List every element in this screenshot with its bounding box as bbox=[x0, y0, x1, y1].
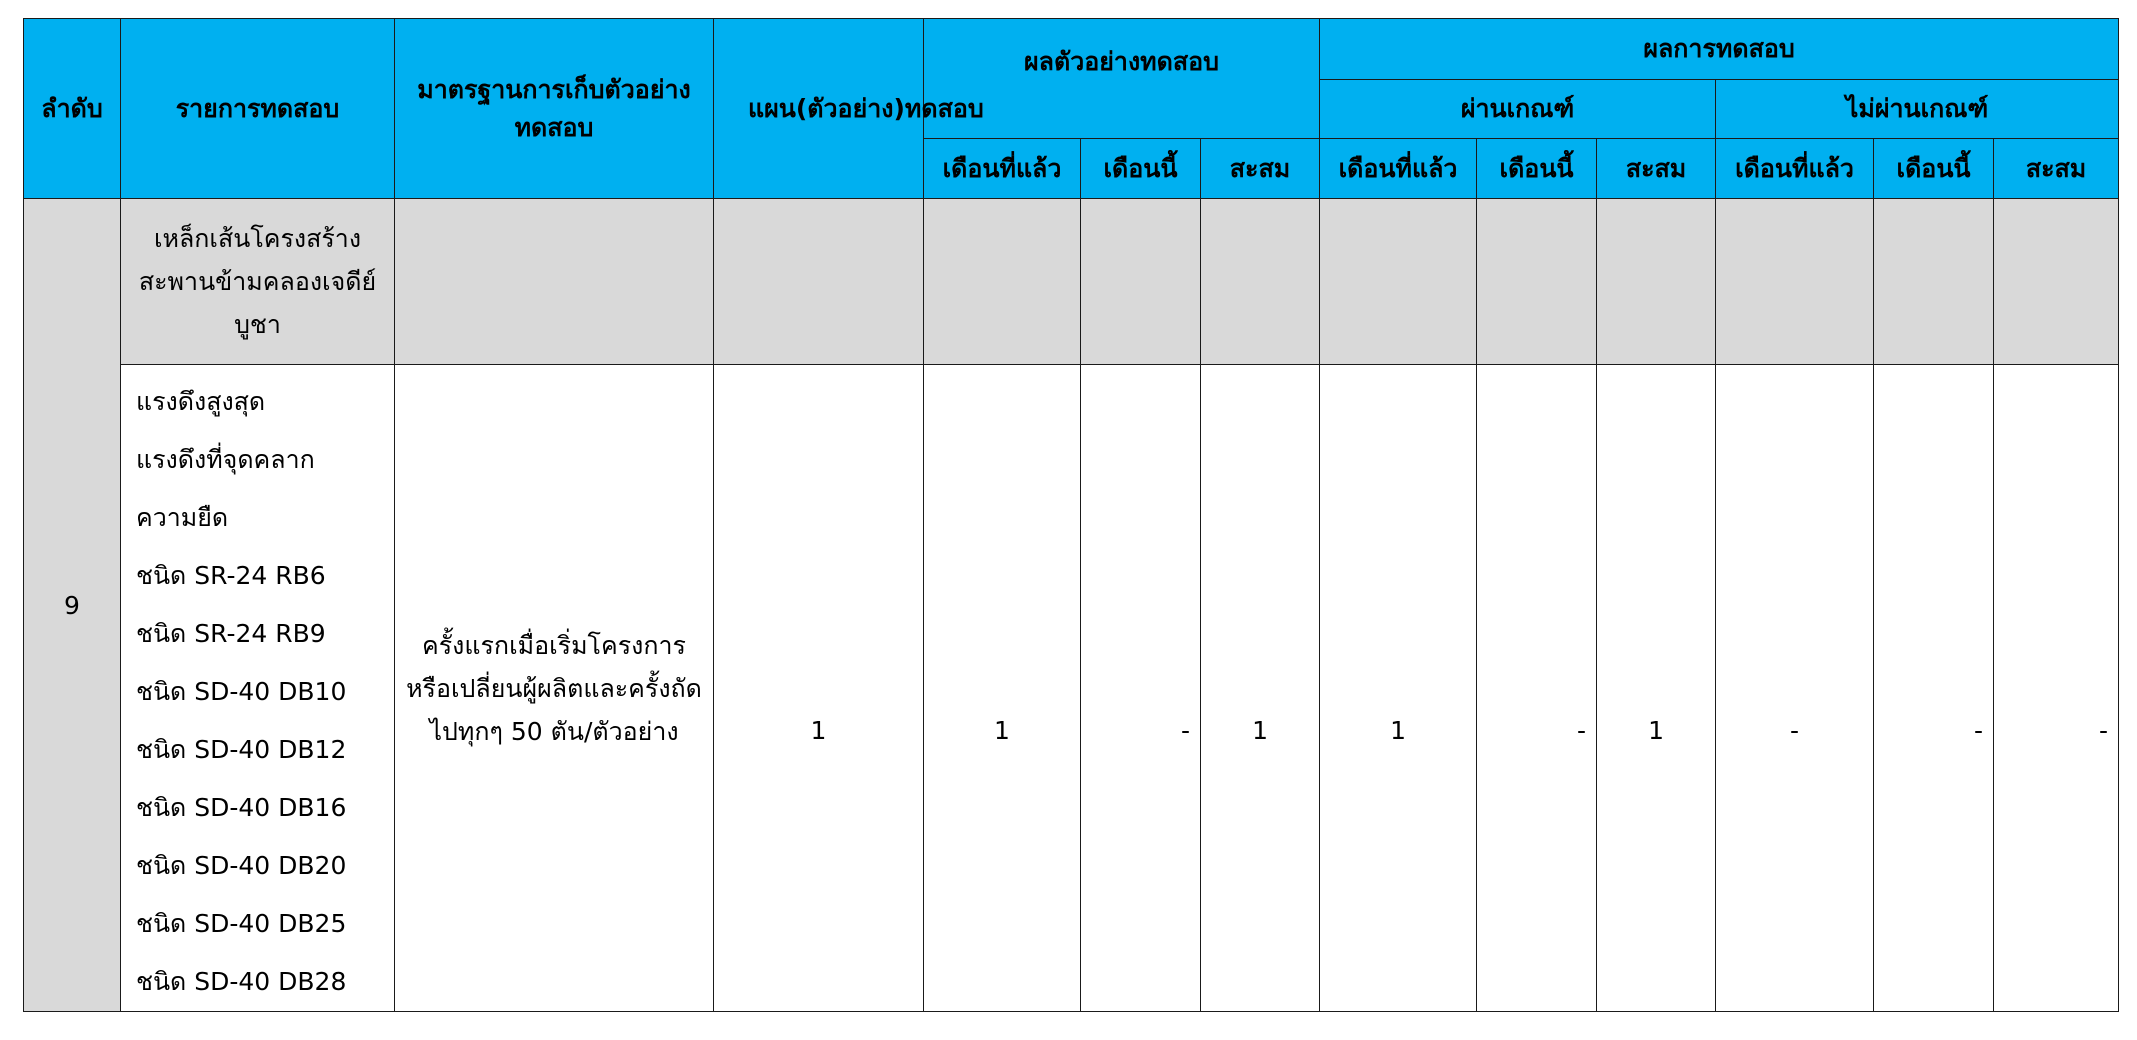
header-plan: แผน(ตัวอย่าง)ทดสอบ bbox=[714, 19, 924, 199]
fail-cumulative-value: - bbox=[1994, 365, 2119, 1012]
group-cell bbox=[1994, 199, 2119, 365]
test-item: ชนิด SD-40 DB25 bbox=[136, 909, 347, 938]
group-cell bbox=[1874, 199, 1994, 365]
header-sample-cumulative: สะสม bbox=[1201, 139, 1320, 199]
test-item: ชนิด SD-40 DB12 bbox=[136, 735, 347, 764]
fail-this-month-value: - bbox=[1874, 365, 1994, 1012]
table-body bbox=[24, 199, 2119, 1012]
table-header bbox=[24, 19, 2119, 199]
test-items-list bbox=[136, 365, 394, 1011]
sample-last-month-value: 1 bbox=[924, 365, 1081, 1012]
header-pass-last-month: เดือนที่แล้ว bbox=[1320, 139, 1477, 199]
pass-cumulative-value: 1 bbox=[1597, 365, 1716, 1012]
header-sample-results: ผลตัวอย่างทดสอบ bbox=[924, 19, 1320, 139]
standard-cell: ครั้งแรกเมื่อเริ่มโครงการหรือเปลี่ยนผู้ผลิตและครั้งถัดไปทุกๆ 50 ตัน/ตัวอย่าง bbox=[395, 365, 714, 1012]
group-cell bbox=[1081, 199, 1201, 365]
header-seq: ลำดับ bbox=[24, 19, 121, 199]
plan-value: 1 bbox=[714, 365, 924, 1012]
header-sample-last-month: เดือนที่แล้ว bbox=[924, 139, 1081, 199]
group-cell bbox=[924, 199, 1081, 365]
group-cell bbox=[714, 199, 924, 365]
group-cell bbox=[1201, 199, 1320, 365]
group-cell bbox=[1597, 199, 1716, 365]
test-items-cell bbox=[121, 365, 395, 1012]
group-row bbox=[24, 199, 2119, 365]
group-cell bbox=[395, 199, 714, 365]
group-title: เหล็กเส้นโครงสร้างสะพานข้ามคลองเจดีย์บูชา bbox=[121, 199, 395, 365]
group-cell bbox=[1716, 199, 1874, 365]
test-results-table bbox=[23, 18, 2119, 1012]
header-fail-cumulative: สะสม bbox=[1994, 139, 2119, 199]
test-item: ชนิด SD-40 DB20 bbox=[136, 851, 347, 880]
pass-last-month-value: 1 bbox=[1320, 365, 1477, 1012]
header-standard: มาตรฐานการเก็บตัวอย่างทดสอบ bbox=[395, 19, 714, 199]
test-item: ความยืด bbox=[136, 503, 229, 532]
header-fail-this-month: เดือนนี้ bbox=[1874, 139, 1994, 199]
header-pass: ผ่านเกณฑ์ bbox=[1320, 80, 1716, 139]
test-item: แรงดึงสูงสุด bbox=[136, 387, 266, 416]
test-item: ชนิด SD-40 DB10 bbox=[136, 677, 347, 706]
header-fail: ไม่ผ่านเกณฑ์ bbox=[1716, 80, 2119, 139]
sample-cumulative-value: 1 bbox=[1201, 365, 1320, 1012]
row-seq: 9 bbox=[24, 199, 121, 1012]
test-item: ชนิด SD-40 DB28 bbox=[136, 967, 347, 996]
test-item: ชนิด SR-24 RB9 bbox=[136, 619, 326, 648]
group-cell bbox=[1477, 199, 1597, 365]
test-item: แรงดึงที่จุดคลาก bbox=[136, 445, 315, 474]
header-test-results: ผลการทดสอบ bbox=[1320, 19, 2119, 80]
header-fail-last-month: เดือนที่แล้ว bbox=[1716, 139, 1874, 199]
header-sample-this-month: เดือนนี้ bbox=[1081, 139, 1201, 199]
test-item: ชนิด SD-40 DB16 bbox=[136, 793, 347, 822]
pass-this-month-value: - bbox=[1477, 365, 1597, 1012]
sample-this-month-value: - bbox=[1081, 365, 1201, 1012]
table-row bbox=[24, 365, 2119, 1012]
test-item: ชนิด SR-24 RB6 bbox=[136, 561, 326, 590]
fail-last-month-value: - bbox=[1716, 365, 1874, 1012]
group-cell bbox=[1320, 199, 1477, 365]
header-test-item: รายการทดสอบ bbox=[121, 19, 395, 199]
header-pass-this-month: เดือนนี้ bbox=[1477, 139, 1597, 199]
header-pass-cumulative: สะสม bbox=[1597, 139, 1716, 199]
